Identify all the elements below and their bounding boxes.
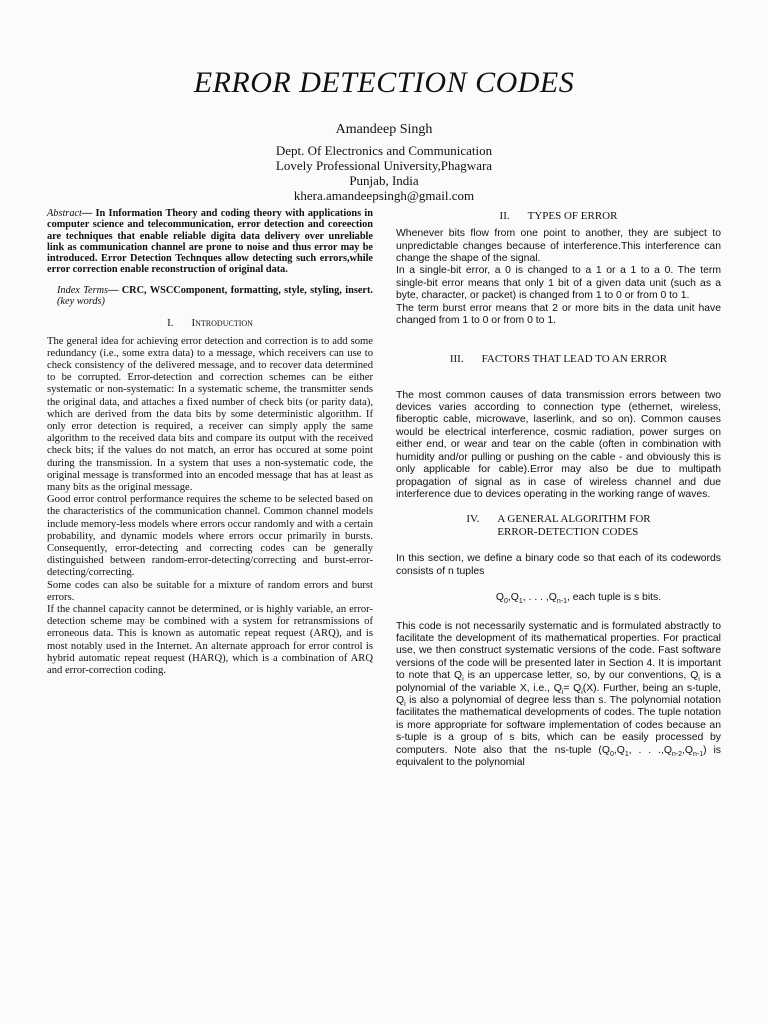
intro-paragraph-4: If the channel capacity cannot be determined, or is highly variable, an error-detection scheme may be combined with a system for retransmissions of erroneous data. This is known as automatic repeat request (ARQ), and is most notably used in the Internet. An alternate approach for error control is hybrid automatic repeat request (HARQ), which is a combination of ARQ and error-correction coding. — [47, 604, 373, 677]
section-title-line-2: ERROR-DETECTION CODES — [497, 526, 639, 539]
section-title: TYPES OF ERROR — [527, 210, 618, 222]
abstract — [47, 208, 373, 276]
author-block — [0, 122, 768, 203]
paper-title: ERROR DETECTION CODES — [193, 66, 575, 99]
index-terms-lead: Index Terms — [57, 284, 109, 296]
index-terms — [47, 285, 373, 308]
intro-paragraph-1: The general idea for achieving error detection and correction is to add some redundancy (i.e., some extra data) to a message, which receivers can use to check consistency of the delivered message, and to recover data determined to be corrupted. Error-detection and correction schemes can be either systematic or non-systematic: In a systematic scheme, the transmitter sends the original data, and attaches a fixed number of check bits (or parity data), which are derived from the data bits by some deterministic algorithm. If only error detection is required, a receiver can simply apply the same algorithm to the received data bits and compare its output with the received check bits; if the values do not match, an error has occured at some point during the transmission. In a system that uses a non-systematic code, the original message is transformed into an encoded message that has at least as many bits as the original message. — [47, 335, 373, 494]
section-title — [497, 513, 650, 539]
factors-paragraph: The most common causes of data transmission errors between two devices varies according to connection type (ethernet, wireless, fiberoptic cable, microwave, laserlink, and so on). Common causes would be electrical interference, cosmic radiation, power surges on either end, or wear and tear on the cable (often in combination with humidity and/or pulling or pushing on the cable - and obviously this is only applicable for cable).Error may also be due to multipath propagation of signal as in case of wireless channel and due interference due to devices operating in the working range of waves. — [396, 389, 721, 500]
index-terms-keywords-note: (key words) — [57, 296, 105, 308]
index-terms-body: — CRC, WSCComponent, formatting, style, styling, insert. — [108, 284, 373, 296]
author-name: Amandeep Singh — [335, 122, 433, 137]
types-paragraph-1: Whenever bits flow from one point to another, they are subject to unpredictable changes because of interference.This interference can change the shape of the signal. — [396, 228, 721, 265]
author-affiliation-location: Punjab, India — [349, 173, 419, 188]
types-paragraph-2: In a single-bit error, a 0 is changed to a 1 or a 1 to a 0. The term single-bit error means that only 1 bit of a given data unit (such as a byte, character, or packet) is changed from 1 to 0 or from 0 to 1. — [396, 265, 721, 302]
algorithm-body-paragraph: This code is not necessarily systematic and is formulated abstractly to facilitate the development of its mathematical properties. For practical use, we then construct systematic versions of the code. Fast software versions of the code will be presented later in Section 4. It is important to note that $Q_i$ is an uppercase letter, so, by our conventions, $Q_i$ is a polynomial of the variable X, i.e., $Q_i= Q_i(X)$. Further, being an s-tuple, $Q_i$ is also a polynomial of degree less than s. The polynomial notation facilitates the mathematical developments of codes. The tuple notation is more appropriate for software implementation of codes because an s-tuple is a group of s bits, which can be easily processed by computers. Note also that the ns-tuple ($Q_0,Q_1$, . . $.,Q_{n-2},Q_{n-1}$) is equivalent to the polynomial — [396, 620, 721, 768]
author-affiliation-dept: Dept. Of Electronics and Communication — [275, 143, 493, 158]
section-number: I. — [167, 317, 174, 330]
abstract-lead: Abstract — [47, 208, 82, 219]
intro-paragraph-2: Good error control performance requires the scheme to be selected based on the characteristics of the communication channel. Common channel models include memory-less models where errors occur randomly and with a certain probability, and dynamic models where errors occur primarily in bursts. Consequently, error-detecting and correcting codes can be generally distinguished between random-error-detecting/correcting and burst-error-detecting/correcting. — [47, 494, 373, 579]
types-paragraph-3: The term burst error means that 2 or more bits in the data unit have changed from 1 to 0 or from 0 to 1. — [396, 302, 721, 327]
section-heading-factors — [396, 353, 721, 365]
intro-paragraph-3: Some codes can also be suitable for a mixture of random errors and burst errors. — [47, 579, 373, 603]
section-number: IV. — [466, 513, 480, 526]
left-column — [47, 208, 373, 677]
section-title: FACTORS THAT LEAD TO AN ERROR — [481, 353, 668, 366]
algorithm-intro-paragraph: In this section, we define a binary code so that each of its codewords consists of n tuples — [396, 553, 721, 577]
section-heading-introduction — [47, 317, 373, 329]
section-number: II. — [499, 210, 510, 222]
abstract-body: — In Information Theory and coding theory with applications in computer science and telecommunication, error detection and coreection are techniques that enable reliable digita data delivery over unreliable link as communication channel are prone to noise and thus error may be introduced. Error Detection Technques allow detecting such errors,while error correction enable reconstruction of original data. — [47, 208, 373, 276]
author-email[interactable]: khera.amandeepsingh@gmail.com — [293, 188, 475, 203]
codeword-formula: $Q_0,Q_1$, . . . $,Q_{n-1}$, each tuple is s bits. — [495, 592, 662, 606]
section-title-line-1: A GENERAL ALGORITHM FOR — [497, 513, 651, 526]
right-column — [396, 208, 721, 769]
section-title: Introduction — [191, 317, 253, 330]
author-affiliation-university: Lovely Professional University,Phagwara — [275, 158, 493, 173]
section-heading-general-algorithm — [396, 513, 721, 539]
section-heading-types-of-error — [396, 210, 721, 222]
section-number: III. — [449, 353, 464, 366]
